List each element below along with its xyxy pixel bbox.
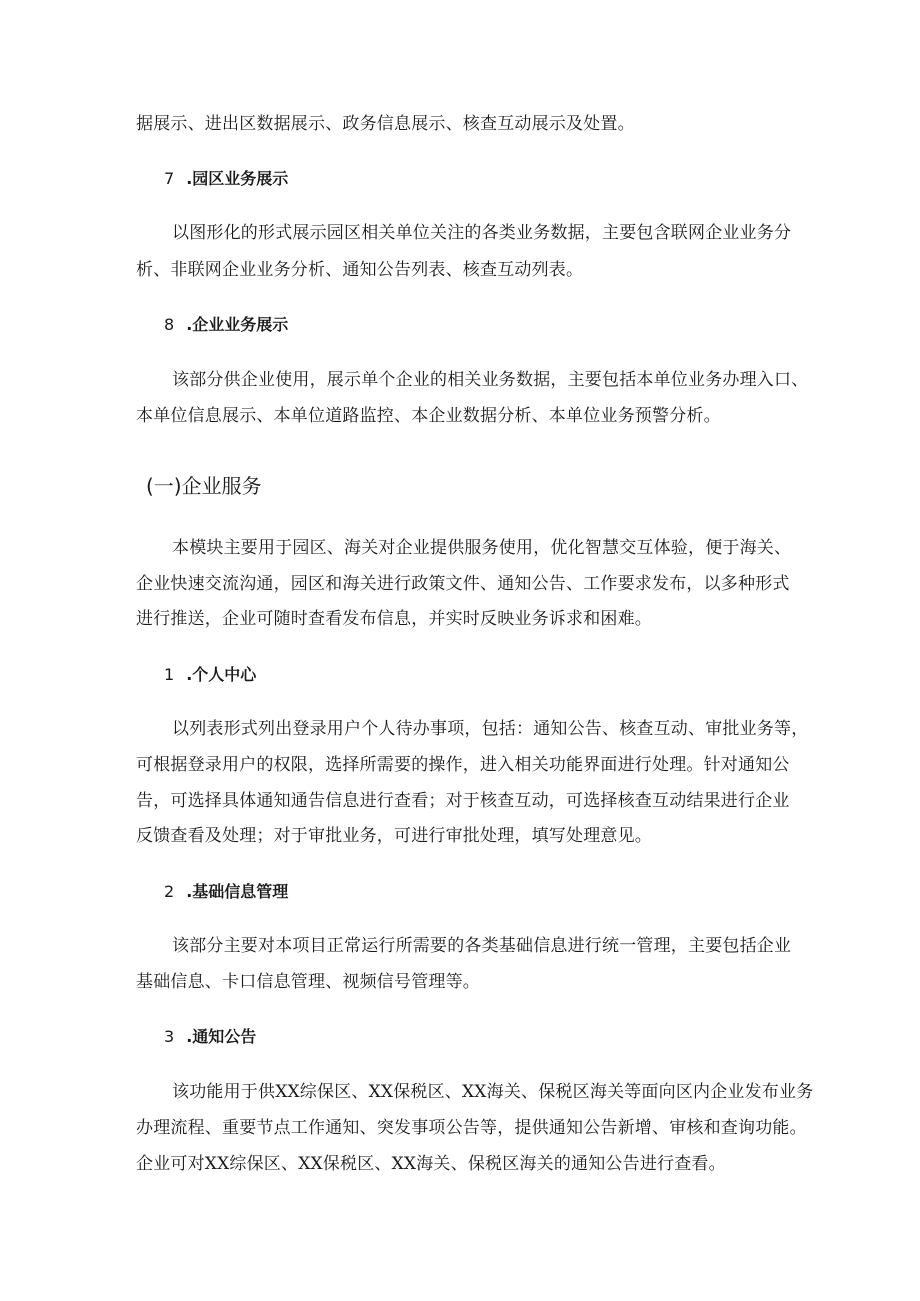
subsection-heading-7 (164, 168, 288, 190)
subsection-heading-3 (164, 1026, 256, 1048)
paragraph-line: 可根据登录用户的权限，选择所需要的操作，进入相关功能界面进行处理。针对通知公 (136, 755, 790, 775)
paragraph-line: 以列表形式列出登录用户个人待办事项，包括：通知公告、核查互动、审批业务等， (172, 719, 809, 739)
heading-text: .基础信息管理 (186, 882, 289, 901)
paragraph-line: 企业快速交流沟通，园区和海关进行政策文件、通知公告、工作要求发布，以多种形式 (136, 574, 790, 594)
paragraph-line: 办理流程、重要节点工作通知、突发事项公告等，提供通知公告新增、审核和查询功能。 (136, 1118, 807, 1138)
paragraph-line: 告，可选择具体通知通告信息进行查看；对于核查互动，可选择核查互动结果进行企业 (136, 791, 790, 811)
paragraph-line: 基础信息、卡口信息管理、视频信号管理等。 (136, 972, 480, 992)
paragraph-line: 析、非联网企业业务分析、通知公告列表、核查互动列表。 (136, 260, 584, 280)
heading-number: 2 (164, 882, 175, 901)
paragraph-line: 该部分主要对本项目正常运行所需要的各类基础信息进行统一管理，主要包括企业 (172, 936, 792, 956)
paragraph-line: 本模块主要用于园区、海关对企业提供服务使用，优化智慧交互体验，便于海关、 (172, 538, 792, 558)
paragraph-line: 进行推送，企业可随时查看发布信息，并实时反映业务诉求和困难。 (136, 609, 652, 629)
section-heading: (一)企业服务 (146, 474, 262, 498)
subsection-heading-8 (164, 314, 288, 336)
paragraph-line: 据展示、进出区数据展示、政务信息展示、核查互动展示及处置。 (136, 114, 635, 134)
heading-text: .园区业务展示 (186, 169, 289, 188)
subsection-heading-2 (164, 881, 288, 903)
paragraph-line: 该功能用于供XX综保区、XX保税区、XX海关、保税区海关等面向区内企业发布业务 (172, 1082, 814, 1102)
paragraph-line: 以图形化的形式展示园区相关单位关注的各类业务数据，主要包含联网企业业务分 (172, 223, 792, 243)
paragraph-line: 该部分供企业使用，展示单个企业的相关业务数据，主要包括本单位业务办理入口、 (172, 370, 809, 390)
heading-text: .通知公告 (186, 1027, 257, 1046)
heading-text: .企业业务展示 (186, 315, 289, 334)
paragraph-line: 企业可对XX综保区、XX保税区、XX海关、保税区海关的通知公告进行查看。 (136, 1154, 726, 1174)
heading-text: .个人中心 (186, 665, 257, 684)
heading-number: 3 (164, 1027, 175, 1046)
heading-number: 8 (164, 315, 175, 334)
paragraph-line: 本单位信息展示、本单位道路监控、本企业数据分析、本单位业务预警分析。 (136, 406, 721, 426)
subsection-heading-1 (164, 664, 256, 686)
heading-number: 1 (164, 665, 175, 684)
heading-number: 7 (164, 169, 175, 188)
paragraph-line: 反馈查看及处理；对于审批业务，可进行审批处理，填写处理意见。 (136, 826, 652, 846)
